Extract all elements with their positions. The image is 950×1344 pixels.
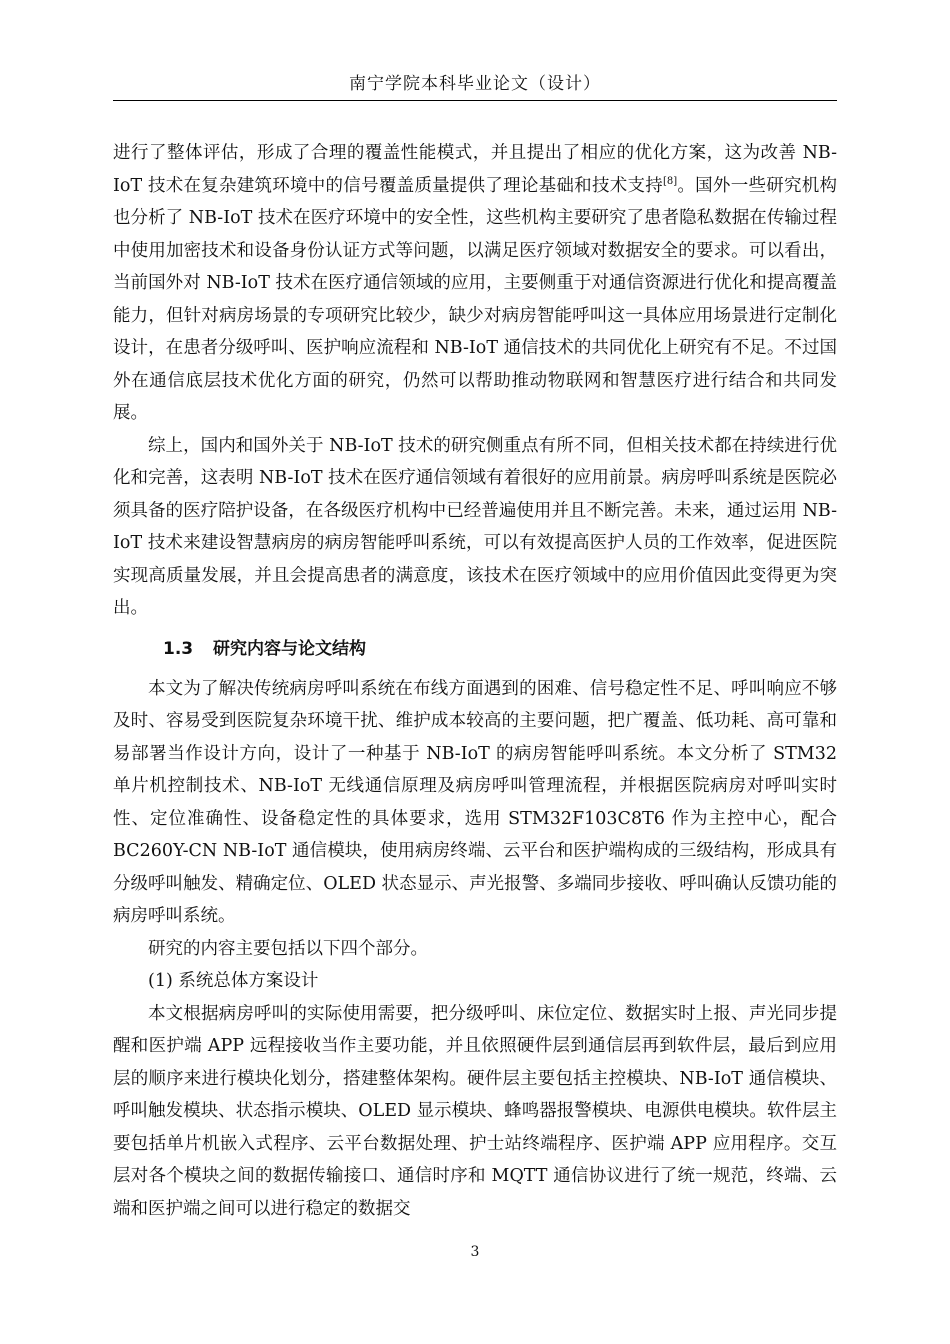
paragraph-research-content: 本文为了解决传统病房呼叫系统在布线方面遇到的困难、信号稳定性不足、呼叫响应不够及时、容易受到医院复杂环境干扰、维护成本较高的主要问题，把广覆盖、低功耗、高可靠和易部署当作设计方向，设计了一种基于 NB-IoT 的病房智能呼叫系统。本文分析了 STM32 单片机控制技术、NB-IoT 无线通信原理及病房呼叫管理流程，并根据医院病房对呼叫实时性、定位准确性、设备稳定性的具体要求，选用 STM32F103C8T6 作为主控中心，配合 BC260Y-CN NB-IoT 通信模块，使用病房终端、云平台和医护端构成的三级结构，形成具有分级呼叫触发、精确定位、OLED 状态显示、声光报警、多端同步接收、呼叫确认反馈功能的病房呼叫系统。 (113, 678, 837, 926)
section-title: 研究内容与论文结构 (213, 638, 366, 659)
paragraph-text: 。国外一些研究机构也分析了 NB-IoT 技术在医疗环境中的安全性，这些机构主要研究了患者隐私数据在传输过程中使用加密技术和设备身份认证方式等问题，以满足医疗领域对数据安全的要求。可以看出，当前国外对 NB-IoT 技术在医疗通信领域的应用，主要侧重于对通信资源进行优化和提高覆盖能力，但针对病房场景的专项研究比较少，缺少对病房智能呼叫这一具体应用场景进行定制化设计，在患者分级呼叫、医护响应流程和 NB-IoT 通信技术的共同优化上研究有不足。不过国外在通信底层技术优化方面的研究，仍然可以帮助推动物联网和智慧医疗进行结合和共同发展。 (113, 175, 837, 423)
section-heading (163, 633, 837, 665)
paragraph-overseas-research (113, 137, 837, 430)
page-number: 3 (470, 1244, 480, 1260)
section-number: 1.3 (163, 638, 194, 659)
running-header: 南宁学院本科毕业论文（设计） (349, 74, 601, 94)
list-item-heading: (1) 系统总体方案设计 (148, 971, 319, 991)
paragraph-overall-design: 本文根据病房呼叫的实际使用需要，把分级呼叫、床位定位、数据实时上报、声光同步提醒和医护端 APP 远程接收当作主要功能，并且依照硬件层到通信层再到软件层，最后到应用层的顺序来进行模块化划分，搭建整体架构。硬件层主要包括主控模块、NB-IoT 通信模块、呼叫触发模块、状态指示模块、OLED 显示模块、蜂鸣器报警模块、电源供电模块。软件层主要包括单片机嵌入式程序、云平台数据处理、护士站终端程序、医护端 APP 应用程序。交互层对各个模块之间的数据传输接口、通信时序和 MQTT 通信协议进行了统一规范，终端、云端和医护端之间可以进行稳定的数据交 (113, 1003, 837, 1219)
paragraph-summary: 综上，国内和国外关于 NB-IoT 技术的研究侧重点有所不同，但相关技术都在持续进行优化和完善，这表明 NB-IoT 技术在医疗通信领域有着很好的应用前景。病房呼叫系统是医院必须具备的医疗陪护设备，在各级医疗机构中已经普遍使用并且不断完善。未来，通过运用 NB-IoT 技术来建设智慧病房的病房智能呼叫系统，可以有效提高医护人员的工作效率，促进医院实现高质量发展，并且会提高患者的满意度，该技术在医疗领域中的应用价值因此变得更为突出。 (113, 435, 837, 618)
paragraph-text: 进行了整体评估，形成了合理的覆盖性能模式，并且提出了相应的优化方案，这为改善 NB-IoT 技术在复杂建筑环境中的信号覆盖质量提供了理论基础和技术支持 (113, 143, 837, 196)
paragraph-four-parts: 研究的内容主要包括以下四个部分。 (148, 938, 428, 959)
body-text (113, 137, 837, 1225)
header-rule (113, 100, 837, 101)
citation-reference: [8] (662, 175, 678, 187)
